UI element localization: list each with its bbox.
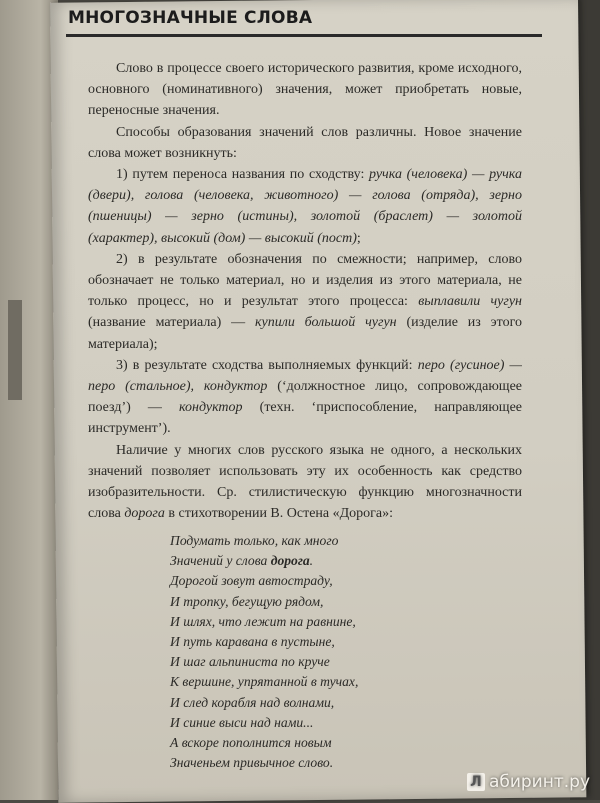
emphasis-bold: дорога	[270, 553, 310, 569]
text-run: (название материала) —	[88, 315, 255, 331]
poem-line	[170, 571, 490, 591]
text-run: 1) путем переноса названия по сходству:	[116, 167, 370, 183]
paragraph	[88, 355, 522, 440]
poem-line	[170, 693, 490, 713]
text-run: Дорогой зовут автостраду,	[170, 573, 333, 589]
labirint-watermark	[467, 772, 590, 792]
text-run: И след корабля над волнами,	[170, 694, 335, 710]
paragraph	[88, 122, 522, 164]
text-run: 3) в результате сходства выполняемых функций:	[116, 357, 418, 373]
text-run: Слово в процессе своего исторического развития, кроме исходного, основного (номинативного) значения, может приобретать новые, переносные значения.	[88, 61, 522, 119]
page-title: МНОГОЗНАЧНЫЕ СЛОВА	[68, 8, 313, 28]
text-run: Подумать только, как много	[170, 533, 339, 548]
body-text	[88, 58, 522, 524]
poem-line	[170, 713, 490, 733]
poem-line	[170, 632, 490, 652]
example-italic: кондуктор	[179, 400, 243, 416]
text-run: И шлях, что лежит на равнине,	[170, 613, 356, 629]
text-run: (изделие из этого материала);	[88, 315, 523, 352]
poem-line	[170, 531, 490, 551]
poem-line	[170, 652, 490, 672]
poem-line	[170, 672, 490, 692]
example-italic: купили большой чугун	[254, 315, 397, 331]
paragraph	[88, 164, 522, 249]
text-run: Значений у слова	[170, 553, 271, 569]
example-italic: ручка (человека) — ручка (двери), голова (человека, животного) — голова (отряда), зерно (пшеницы) — зерно (истины), золотой (браслет) — золотой (характер), высокий (дом) — высокий (пост)	[88, 167, 522, 246]
text-run: Способы образования значений слов различны. Новое значение слова может возникнуть:	[88, 124, 522, 161]
adjacent-page	[0, 0, 58, 800]
poem-line	[170, 733, 490, 753]
example-italic: перо (гусиное) — перо (стальное), кондуктор	[88, 357, 522, 395]
text-run: ;	[356, 230, 361, 246]
text-run: (техн. ‘приспособление, направляющее инструмент’).	[88, 400, 523, 437]
example-italic: дорога	[124, 506, 165, 522]
text-run: И тропку, бегущую рядом,	[170, 593, 324, 609]
text-run: Наличие у многих слов русского языка не одного, а нескольких значений позволяет использовать эту их особенность как средство изобразительности. Ср. стилистическую функцию многозначности слова	[88, 442, 522, 522]
poem-line	[170, 592, 490, 612]
text-run: К вершине, упрятанной в тучах,	[170, 674, 359, 690]
paragraph	[88, 440, 522, 525]
watermark-text: абиринт.ру	[488, 772, 590, 792]
paragraph	[88, 249, 522, 355]
text-run: И шаг альпиниста по круче	[170, 654, 330, 670]
text-run: И синие выси над нами...	[170, 714, 314, 730]
text-run: А вскоре пополнится новым	[170, 735, 332, 751]
text-run: 2) в результате обозначения по смежности; например, слово обозначает не только материал, но и изделия из этого материала, не только процесс, но и результат этого процесса:	[88, 251, 522, 310]
example-italic: выплавили чугун	[418, 294, 522, 310]
text-run: (‘должностное лицо, сопровождающее поезд’) —	[88, 379, 522, 416]
poem-line	[170, 753, 490, 773]
text-run: И путь каравана в пустыне,	[170, 634, 335, 650]
poem-line	[170, 612, 490, 632]
text-run: .	[309, 553, 314, 569]
text-run: Значеньем привычное слово.	[170, 755, 334, 771]
text-run: в стихотворении В. Остена «Дорога»:	[164, 506, 394, 522]
page-edge-shadow	[8, 300, 22, 400]
poem-line	[170, 551, 490, 571]
poem-quote	[170, 531, 490, 773]
title-underline	[66, 34, 542, 37]
labirint-logo-icon: Л	[467, 773, 485, 791]
paragraph	[88, 58, 522, 122]
